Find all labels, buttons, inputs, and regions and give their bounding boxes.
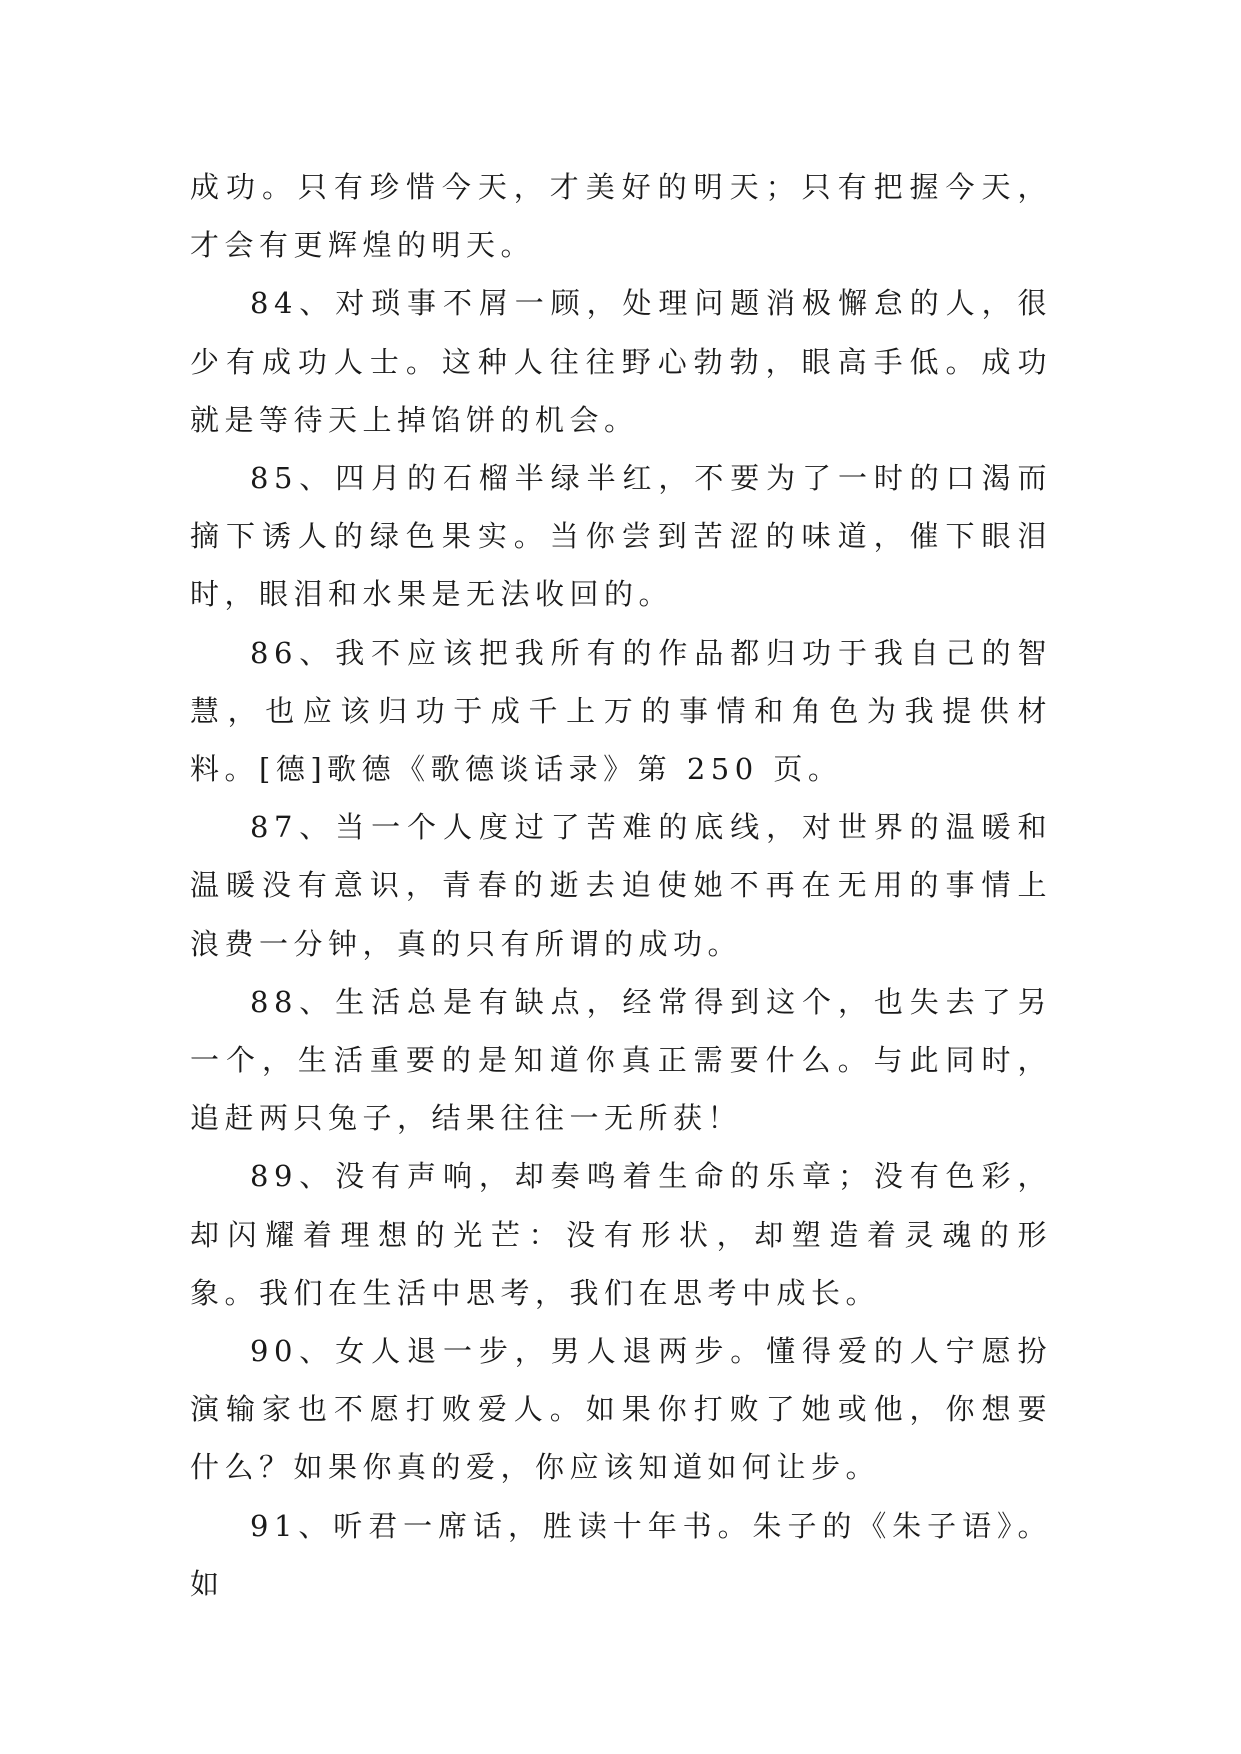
paragraph-84: 84、对琐事不屑一顾，处理问题消极懈怠的人，很少有成功人士。这种人往往野心勃勃，眼高手低。成功就是等待天上掉馅饼的机会。 bbox=[190, 286, 1052, 437]
paragraph-90: 90、女人退一步，男人退两步。懂得爱的人宁愿扮演输家也不愿打败爱人。如果你打败了她或他，你想要什么？如果你真的爱，你应该知道如何让步。 bbox=[190, 1334, 1052, 1485]
paragraph-89: 89、没有声响，却奏鸣着生命的乐章；没有色彩，却闪耀着理想的光芒：没有形状，却塑造着灵魂的形象。我们在生活中思考，我们在思考中成长。 bbox=[190, 1159, 1052, 1310]
paragraph-87: 87、当一个人度过了苦难的底线，对世界的温暖和温暖没有意识，青春的逝去迫使她不再在无用的事情上浪费一分钟，真的只有所谓的成功。 bbox=[190, 810, 1052, 961]
paragraph-continuation: 成功。只有珍惜今天，才美好的明天；只有把握今天，才会有更辉煌的明天。 bbox=[190, 170, 1052, 263]
document-body bbox=[190, 158, 1052, 1613]
paragraph-85: 85、四月的石榴半绿半红，不要为了一时的口渴而摘下诱人的绿色果实。当你尝到苦涩的味道，催下眼泪时，眼泪和水果是无法收回的。 bbox=[190, 461, 1052, 612]
paragraph-88: 88、生活总是有缺点，经常得到这个，也失去了另一个，生活重要的是知道你真正需要什么。与此同时，追赶两只兔子，结果往往一无所获！ bbox=[190, 984, 1052, 1136]
paragraph-86: 86、我不应该把我所有的作品都归功于我自己的智慧，也应该归功于成千上万的事情和角色为我提供材料。[德]歌德《歌德谈话录》第 250 页。 bbox=[190, 635, 1052, 787]
paragraph-91: 91、听君一席话，胜读十年书。朱子的《朱子语》。如 bbox=[190, 1508, 1052, 1601]
